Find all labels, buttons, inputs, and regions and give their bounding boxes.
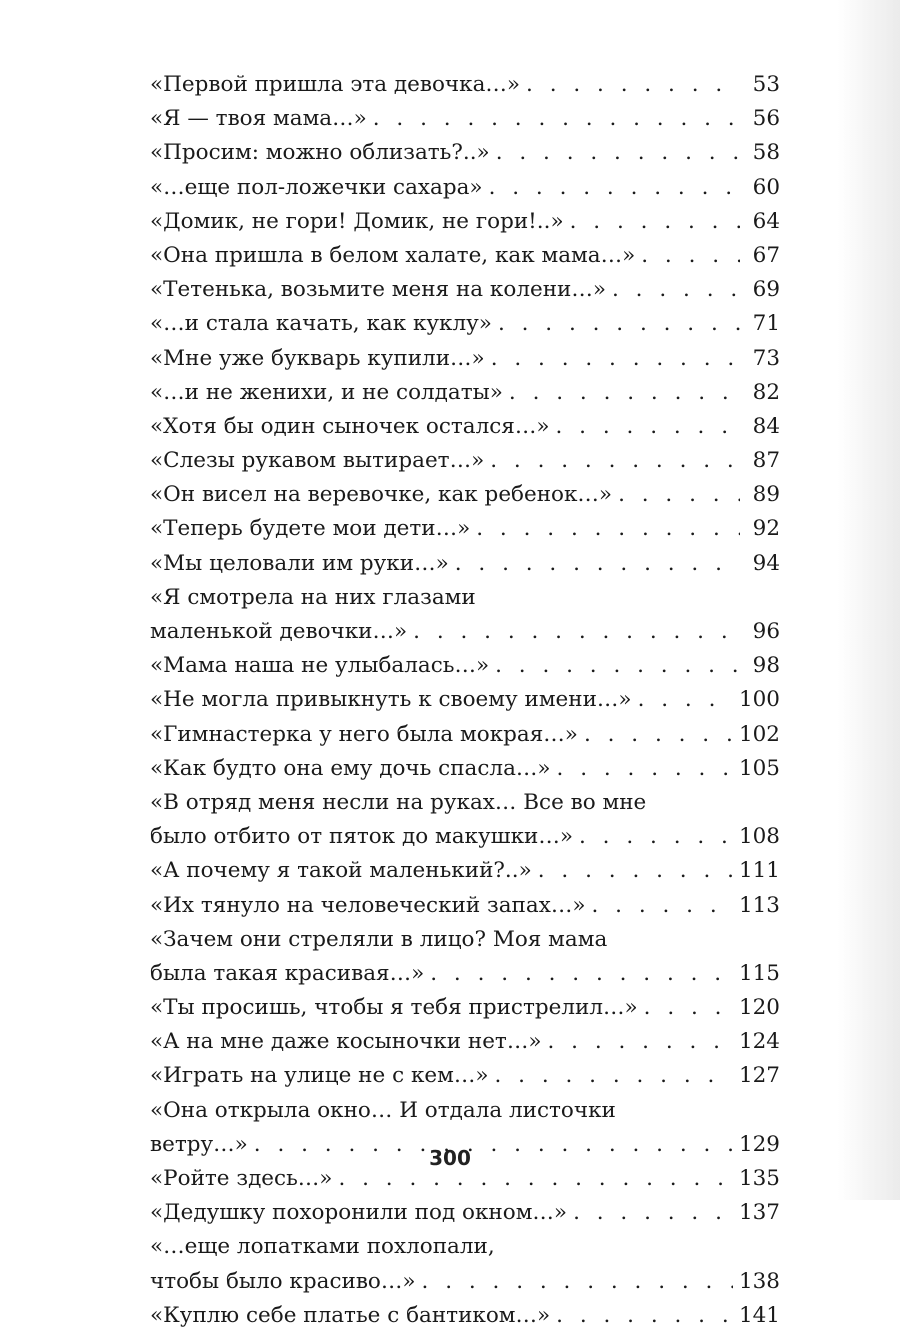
dot-leader — [413, 615, 740, 649]
toc-page-number: 96 — [752, 619, 780, 644]
toc-entry-line — [150, 889, 780, 923]
toc-entry-title: «…еще лопатками похлопали, — [150, 1234, 495, 1260]
toc-entry-title: «Теперь будете мои дети…» — [150, 516, 471, 542]
toc-entry — [150, 718, 780, 752]
toc-page-number: 92 — [752, 516, 780, 542]
toc-entry-line — [150, 478, 780, 512]
toc-entry — [150, 478, 780, 512]
toc-entry — [150, 786, 780, 854]
toc-page-number: 120 — [738, 995, 780, 1021]
dot-leader — [570, 205, 740, 239]
toc-page-number: 102 — [738, 721, 780, 747]
toc-page-number: 138 — [738, 1268, 780, 1294]
dot-leader — [538, 854, 733, 888]
toc-entry-title: «А на мне даже косыночки нет…» — [150, 1029, 542, 1055]
toc-entry-line — [150, 136, 780, 170]
toc-entry — [150, 307, 780, 341]
toc-entry-line — [150, 68, 780, 102]
toc-entry-line — [150, 342, 780, 376]
toc-entry-line — [150, 1059, 780, 1093]
dot-leader — [579, 820, 733, 854]
toc-entry — [150, 102, 780, 136]
toc-entry-line-continued — [150, 1094, 780, 1128]
toc-entry-title: «Слезы рукавом вытирает…» — [150, 448, 485, 474]
toc-entry-title: маленькой девочки…» — [150, 619, 408, 644]
toc-entry-title: «Играть на улице не с кем…» — [150, 1063, 489, 1089]
toc-entry-line — [150, 205, 780, 239]
toc-entry — [150, 1196, 780, 1230]
toc-entry-line — [150, 957, 780, 991]
dot-leader — [491, 342, 740, 376]
toc-entry — [150, 273, 780, 307]
dot-leader — [641, 239, 740, 273]
toc-entry — [150, 991, 780, 1025]
toc-entry-line — [150, 683, 780, 717]
toc-page-number: 108 — [738, 824, 780, 850]
toc-page-number: 135 — [738, 1166, 780, 1191]
toc-page-number: 71 — [752, 311, 780, 337]
dot-leader — [612, 273, 740, 307]
toc-entry-title: ветру…» — [150, 1131, 248, 1157]
toc-entry-line — [150, 410, 780, 444]
toc-entry — [150, 1230, 780, 1298]
toc-page-number: 53 — [752, 72, 780, 97]
toc-page-number: 129 — [738, 1131, 780, 1157]
toc-entry — [150, 342, 780, 376]
toc-page-number: 69 — [752, 277, 780, 303]
toc-entry-title: «В отряд меня несли на руках… Все во мне — [150, 789, 647, 815]
toc-entry — [150, 649, 780, 683]
toc-page-number: 113 — [738, 892, 780, 918]
dot-leader — [556, 1299, 733, 1333]
toc-page-number: 60 — [752, 174, 780, 200]
toc-entry-title: «Мне уже букварь купили…» — [150, 345, 485, 371]
dot-leader — [496, 136, 740, 170]
toc-entry-line — [150, 273, 780, 307]
toc-entry-line — [150, 991, 780, 1025]
toc-entry-title: было отбито от пяток до макушки…» — [150, 824, 574, 850]
toc-entry-title: была такая красивая…» — [150, 960, 425, 986]
toc-entry-title: «Не могла привыкнуть к своему имени…» — [150, 687, 632, 713]
toc-page-number: 56 — [752, 106, 780, 132]
table-of-contents — [150, 68, 780, 1333]
toc-entry-title: «Дедушку похоронили под окном…» — [150, 1200, 568, 1226]
toc-entry-title: «Она открыла окно… И отдала листочки — [150, 1097, 616, 1123]
dot-leader — [547, 1025, 732, 1059]
toc-entry-line — [150, 171, 780, 205]
dot-leader — [373, 102, 740, 136]
toc-page-number: 67 — [752, 242, 780, 268]
toc-entry-line — [150, 239, 780, 273]
dot-leader — [422, 1265, 733, 1299]
dot-leader — [618, 478, 740, 512]
toc-entry — [150, 1059, 780, 1093]
toc-entry-line — [150, 752, 780, 786]
toc-page-number: 127 — [738, 1063, 780, 1089]
toc-page-number: 100 — [738, 687, 780, 713]
toc-entry — [150, 581, 780, 649]
dot-leader — [591, 889, 732, 923]
toc-entry — [150, 1299, 780, 1333]
toc-entry — [150, 444, 780, 478]
toc-entry-line — [150, 820, 780, 854]
toc-entry-title: «Тетенька, возьмите меня на колени…» — [150, 277, 607, 303]
toc-entry-line — [150, 1196, 780, 1230]
toc-entry — [150, 376, 780, 410]
dot-leader — [644, 991, 733, 1025]
toc-entry-title: «Хотя бы один сыночек остался…» — [150, 413, 550, 439]
toc-entry-title: «Ты просишь, чтобы я тебя пристрелил…» — [150, 995, 638, 1021]
dot-leader — [509, 376, 740, 410]
toc-page-number: 82 — [752, 379, 780, 405]
dot-leader — [526, 68, 740, 102]
toc-entry-title: «…еще пол-ложечки сахара» — [150, 174, 483, 200]
toc-entry-line — [150, 307, 780, 341]
toc-entry-title: «Мы целовали им руки…» — [150, 550, 449, 576]
dot-leader — [498, 307, 740, 341]
dot-leader — [557, 752, 733, 786]
toc-entry-line-continued — [150, 581, 780, 615]
toc-entry-line-continued — [150, 923, 780, 957]
page-edge-shadow — [840, 0, 900, 1200]
toc-entry — [150, 410, 780, 444]
dot-leader — [638, 683, 733, 717]
toc-entry-title: «Их тянуло на человеческий запах…» — [150, 892, 586, 918]
toc-entry-title: «Ройте здесь…» — [150, 1166, 333, 1191]
toc-entry-line — [150, 547, 780, 581]
dot-leader — [455, 547, 740, 581]
toc-page-number: 141 — [738, 1302, 780, 1328]
toc-entry — [150, 923, 780, 991]
toc-entry — [150, 136, 780, 170]
toc-entry-line — [150, 718, 780, 752]
toc-entry — [150, 239, 780, 273]
page-number: 300 — [429, 1146, 471, 1170]
toc-entry — [150, 68, 780, 102]
toc-page-number: 94 — [752, 550, 780, 576]
toc-entry-title: «Она пришла в белом халате, как мама…» — [150, 242, 636, 268]
toc-entry — [150, 512, 780, 546]
toc-entry-title: «Первой пришла эта девочка…» — [150, 72, 521, 97]
toc-entry-title: «Гимнастерка у него была мокрая…» — [150, 721, 578, 747]
toc-page-number: 73 — [752, 345, 780, 371]
toc-entry-line — [150, 1025, 780, 1059]
dot-leader — [430, 957, 733, 991]
toc-entry-line — [150, 512, 780, 546]
toc-entry-title: «Мама наша не улыбалась…» — [150, 653, 490, 679]
toc-page-number: 98 — [752, 653, 780, 679]
toc-entry-title: «…и не женихи, и не солдаты» — [150, 379, 503, 405]
toc-entry-line — [150, 854, 780, 888]
toc-entry-line — [150, 649, 780, 683]
dot-leader — [573, 1196, 733, 1230]
toc-page-number: 87 — [752, 448, 780, 474]
dot-leader — [495, 649, 740, 683]
toc-page-number: 124 — [738, 1029, 780, 1055]
toc-entry-title: «Он висел на веревочке, как ребенок…» — [150, 482, 613, 508]
dot-leader — [490, 444, 740, 478]
toc-entry — [150, 547, 780, 581]
toc-page-number: 84 — [752, 413, 780, 439]
toc-entry — [150, 1025, 780, 1059]
toc-entry-title: «А почему я такой маленький?..» — [150, 858, 532, 884]
toc-entry-title: «Просим: можно облизать?..» — [150, 140, 490, 166]
dot-leader — [489, 171, 740, 205]
toc-entry — [150, 889, 780, 923]
toc-entry-title: «…и стала качать, как куклу» — [150, 311, 492, 337]
toc-entry — [150, 854, 780, 888]
toc-entry — [150, 171, 780, 205]
toc-entry — [150, 683, 780, 717]
toc-page-number: 137 — [738, 1200, 780, 1226]
toc-page-number: 105 — [738, 755, 780, 781]
toc-entry-line — [150, 102, 780, 136]
dot-leader — [476, 512, 740, 546]
toc-entry — [150, 752, 780, 786]
dot-leader — [556, 410, 740, 444]
toc-entry-title: «Как будто она ему дочь спасла…» — [150, 755, 551, 781]
toc-entry-title: «Домик, не гори! Домик, не гори!..» — [150, 208, 564, 234]
toc-entry-line-continued — [150, 1230, 780, 1264]
toc-entry-title: «Я — твоя мама…» — [150, 106, 367, 132]
toc-entry-title: «Куплю себе платье с бантиком…» — [150, 1302, 551, 1328]
toc-entry-line — [150, 1299, 780, 1333]
dot-leader — [495, 1059, 733, 1093]
toc-page-number: 64 — [752, 208, 780, 234]
toc-page-number: 111 — [738, 858, 780, 884]
toc-entry-line-continued — [150, 786, 780, 820]
toc-entry-title: «Зачем они стреляли в лицо? Моя мама — [150, 926, 608, 952]
toc-entry-line — [150, 1265, 780, 1299]
toc-entry-title: «Я смотрела на них глазами — [150, 584, 476, 610]
toc-entry-line — [150, 376, 780, 410]
toc-entry-line — [150, 444, 780, 478]
toc-page-number: 115 — [738, 960, 780, 986]
toc-entry — [150, 205, 780, 239]
toc-entry-line — [150, 615, 780, 649]
dot-leader — [584, 718, 733, 752]
toc-entry-title: чтобы было красиво…» — [150, 1268, 416, 1294]
toc-page-number: 89 — [752, 482, 780, 508]
toc-page-number: 58 — [752, 140, 780, 166]
